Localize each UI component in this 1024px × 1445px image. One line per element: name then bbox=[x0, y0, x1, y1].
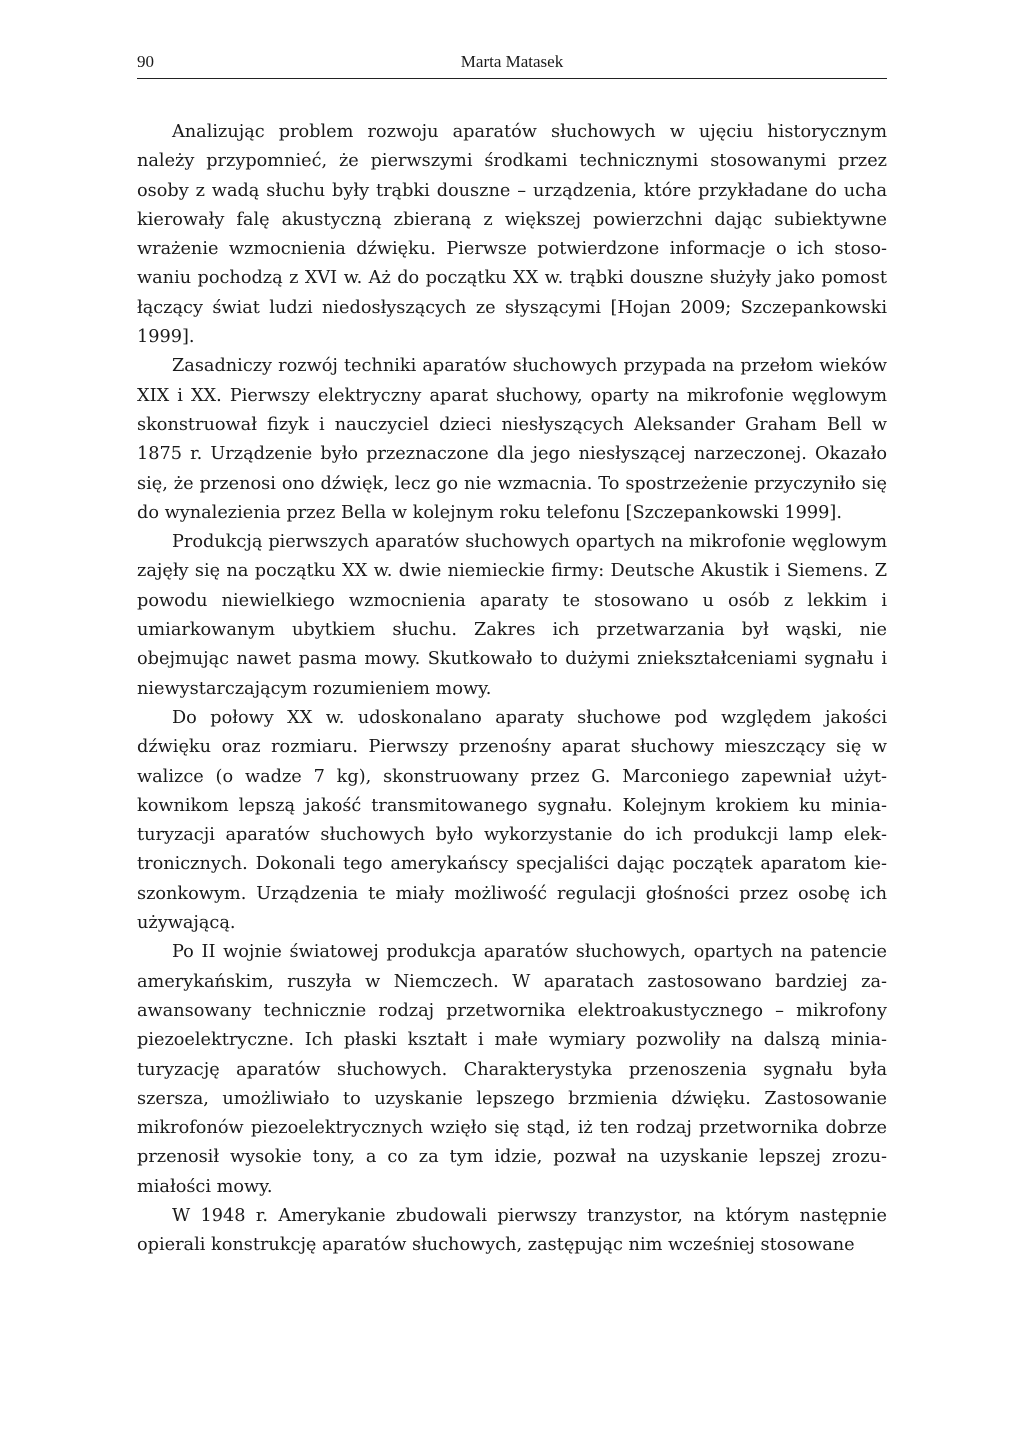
running-head bbox=[137, 48, 887, 76]
running-head-author: Marta Matasek bbox=[460, 52, 564, 71]
paragraph: Zasadniczy rozwój techniki aparatów słuchowych przypada na przełom wieków XIX i XX. Pierwszy elektryczny aparat słuchowy, oparty na mikrofonie węglowym skonstruował fizyk i nauczyciel dzieci niesłyszących Aleksander Graham Bell w 1875 r. Urządzenie było przeznaczone dla jego niesłyszącej narzeczonej. Okazało się, że przenosi ono dźwięk, lecz go nie wzmacnia. To spostrzeżenie przyczyniło się do wynalezienia przez Bella w kolejnym roku telefonu [Szczepankowski 1999]. bbox=[137, 356, 887, 523]
paragraph: Do połowy XX w. udoskonalano aparaty słuchowe pod względem jakości dźwięku oraz rozmiaru. Pierwszy przenośny aparat słuchowy mieszczący się w walizce (o wadze 7 kg), skonstruowany przez G. Marconiego zapewniał użytkownikom lepszą jakość transmitowanego sygnału. Kolejnym krokiem ku miniaturyzacji aparatów słuchowych było wykorzystanie do ich produkcji lamp elektronicznych. Dokonali tego amerykańscy specjaliści dając początek aparatom kieszonkowym. Urządzenia te miały możliwość regulacji głośności przez osobę ich używającą. bbox=[137, 707, 887, 934]
body-text bbox=[137, 118, 887, 1261]
paragraph: W 1948 r. Amerykanie zbudowali pierwszy tranzystor, na którym następnie opierali konstrukcję aparatów słuchowych, zastępując nim wcześniej stosowane bbox=[137, 1205, 887, 1256]
paragraph: Po II wojnie światowej produkcja aparatów słuchowych, opartych na patencie amerykańskim, ruszyła w Niemczech. W aparatach zastosowano bardziej zaawansowany technicznie rodzaj przetwornika elektroakustycznego – mikrofony piezoelektryczne. Ich płaski kształt i małe wymiary pozwoliły na dalszą miniaturyzację aparatów słuchowych. Charakterystyka przenoszenia sygnału była szersza, umożliwiało to uzyskanie lepszego brzmienia dźwięku. Zastosowanie mikrofonów piezoelektrycznych wzięło się stąd, iż ten rodzaj przetwornika dobrze przenosił wysokie tony, a co za tym idzie, pozwał na uzyskanie lepszej zrozumiałości mowy. bbox=[137, 942, 887, 1197]
paragraph: Analizując problem rozwoju aparatów słuchowych w ujęciu historycznym należy przypomnieć, że pierwszymi środkami technicznymi stosowanymi przez osoby z wadą słuchu były trąbki douszne – urządzenia, które przykładane do ucha kierowały falę akustyczną zbieraną z większej powierzchni dając subiektywne wrażenie wzmocnienia dźwięku. Pierwsze potwierdzone informacje o ich stosowaniu pochodzą z XVI w. Aż do początku XX w. trąbki douszne służyły jako pomost łączący świat ludzi niedosłyszących ze słyszącymi [Hojan 2009; Szczepankowski 1999]. bbox=[137, 122, 887, 348]
page-number: 90 bbox=[137, 52, 154, 71]
header-rule bbox=[137, 78, 887, 79]
paragraph: Produkcją pierwszych aparatów słuchowych opartych na mikrofonie węglowym zajęły się na początku XX w. dwie niemieckie firmy: Deutsche Akustik i Siemens. Z powodu niewielkiego wzmocnienia aparaty te stosowano u osób z lekkim i umiarkowanym ubytkiem słuchu. Zakres ich przetwarzania był wąski, nie obejmując nawet pasma mowy. Skutkowało to dużymi zniekształceniami sygnału i niewystarczającym rozumieniem mowy. bbox=[137, 532, 887, 699]
